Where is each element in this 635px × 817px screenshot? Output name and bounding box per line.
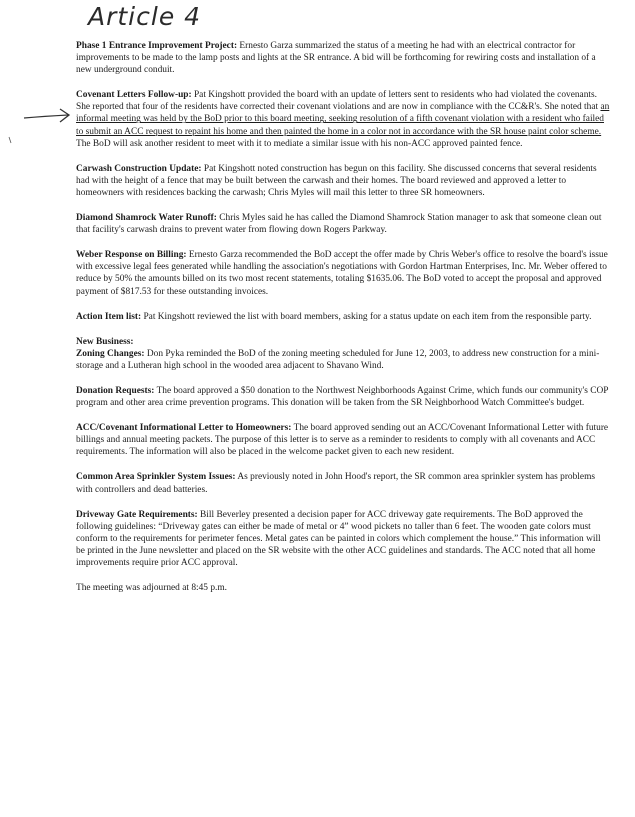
section-text: Don Pyka reminded the BoD of the zoning meeting scheduled for June 12, 2003, to address new construction for a mini-storage and a Lutheran high school in the wooded area adjacent to Shavano Wind. (76, 348, 600, 371)
section-text: The BoD will ask another resident to meet with it to mediate a similar issue with his non-ACC approved painted fence. (76, 138, 523, 149)
section-heading: Weber Response on Billing: (76, 250, 187, 261)
section-text: The board approved sending out an ACC/Covenant Informational Letter with future billings and annual meeting packets. The purpose of this letter is to serve as a reminder to residents to comply with all covenants and ACC requirements. The information will also be placed in the welcome packet given to each new resident. (76, 423, 609, 458)
section-text: Pat Kingshott provided the board with an update of letters sent to residents who had violated the covenants. She reported that four of the residents have corrected their covenant violations and are now in compliance with the CC&R's. She noted that (76, 90, 601, 113)
section-heading: Diamond Shamrock Water Runoff: (76, 213, 217, 224)
section-donation (76, 385, 610, 409)
section-heading: Zoning Changes: (76, 348, 145, 359)
section-text: Ernesto Garza summarized the status of a meeting he had with an electrical contractor for improvements to be made to the lamp posts and lights at the SR entrance. A bid will be forthcoming for rewiring costs and installation of a new underground conduit. (76, 41, 596, 76)
section-heading: Covenant Letters Follow-up: (76, 90, 192, 101)
underlined-text: an informal meeting was held by the BoD prior to this board meeting, seeking resolution of a fifth covenant violation with a resident who failed to submit an ACC request to repaint his home and then painted the home in a color not in accordance with the SR house paint color scheme. (76, 102, 610, 137)
section-text: Ernesto Garza recommended the BoD accept the offer made by Chris Weber's office to resolve the board's issue with excessive legal fees generated while handling the association's negotiations with Gordon Hartman Enterprises, Inc. Mr. Weber offered to reduce by 50% the amounts billed on its two most recent statements, totaling $1635.06. The BoD voted to accept the proposal and approved payment of $817.53 for these outstanding invoices. (76, 250, 608, 297)
section-sprinkler (76, 471, 610, 495)
section-text: Chris Myles said he has called the Diamond Shamrock Station manager to ask that someone clean out that facility's carwash drains to prevent water from flowing down Rogers Parkway. (76, 213, 602, 236)
section-carwash (76, 163, 610, 199)
section-heading: Action Item list: (76, 311, 142, 322)
section-phase1 (76, 40, 610, 76)
adjourn-text: The meeting was adjourned at 8:45 p.m. (76, 583, 228, 594)
section-heading: ACC/Covenant Informational Letter to Homeowners: (76, 423, 292, 434)
section-heading: Driveway Gate Requirements: (76, 509, 198, 520)
section-text: As previously noted in John Hood's report, the SR common area sprinkler system has problems with controllers and dead batteries. (76, 472, 596, 495)
section-heading: Common Area Sprinkler System Issues: (76, 472, 236, 483)
minutes-body (76, 40, 610, 607)
section-action-items (76, 311, 610, 323)
section-text: The board approved a $50 donation to the Northwest Neighborhoods Against Crime, which funds our community's COP program and other area crime prevention programs. This donation will be taken from the SR Neighborhood Watch Committee's budget. (76, 385, 609, 409)
section-gate (76, 509, 610, 569)
section-text: Pat Kingshott reviewed the list with board members, asking for a status update on each item from the responsible party. (141, 311, 592, 322)
handwritten-title (88, 2, 201, 31)
section-heading: Donation Requests: (76, 385, 155, 396)
section-heading: Carwash Construction Update: (76, 163, 202, 174)
section-acc-letter (76, 422, 610, 458)
section-runoff (76, 212, 610, 236)
margin-mark-icon (6, 135, 16, 145)
section-text: Pat Kingshott noted construction has begun on this facility. She discussed concerns that several residents had with the height of a fence that may be built between the carwash and their homes. The board reviewed and approved a letter to homeowners with residences backing the carwash; Chris Myles will mail this letter to three SR homeowners. (76, 163, 597, 198)
handwritten-arrow-icon (22, 106, 72, 126)
section-adjourn (76, 582, 610, 594)
section-heading: Phase 1 Entrance Improvement Project: (76, 41, 238, 51)
section-new-business (76, 336, 610, 372)
section-covenant (76, 89, 610, 149)
section-weber (76, 249, 610, 297)
section-heading: New Business: (76, 336, 134, 347)
section-text: Bill Beverley presented a decision paper for ACC driveway gate requirements. The BoD approved the following guidelines: “Driveway gates can either be made of metal or 4” wood pickets no taller than 6 feet. The wooden gate colors must conform to the requirements for perimeter fences. Metal gates can be painted in colors which complement the house.” This information will be printed in the June newsletter and placed on the SR website with the other ACC guidelines and standards. The ACC noted that all home improvements require prior ACC approval. (76, 509, 601, 568)
title-text: Article 4 (88, 2, 202, 31)
